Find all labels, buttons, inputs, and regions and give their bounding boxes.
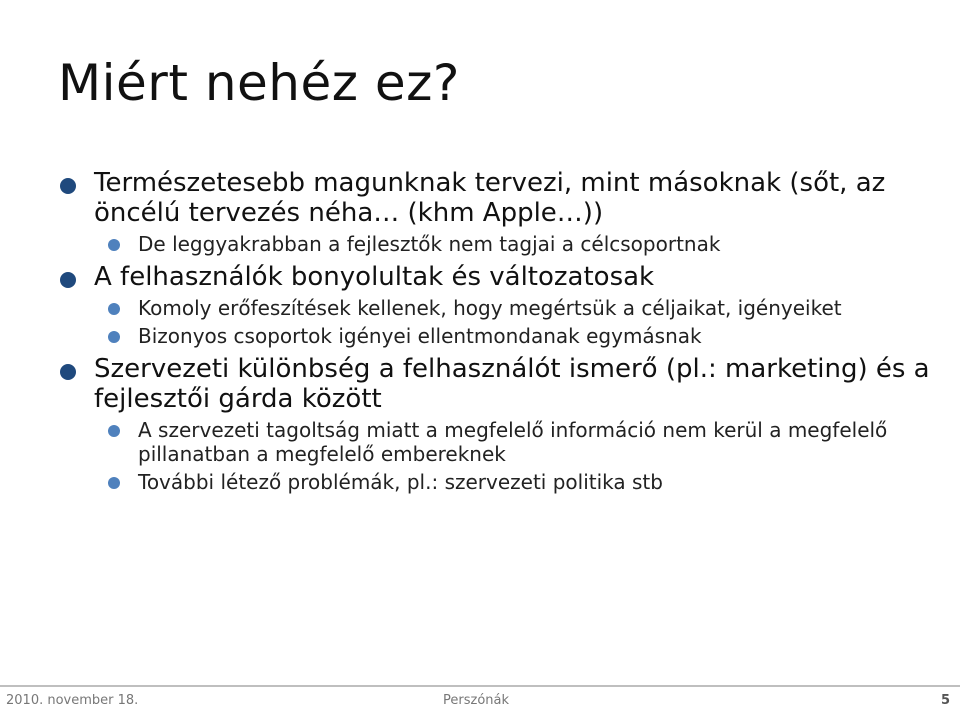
bullet-2-sub-1 — [60, 296, 940, 320]
bullet-2 — [60, 262, 940, 292]
sub-bullet-dot-icon — [108, 303, 120, 315]
slide-title: Miért nehéz ez? — [58, 54, 460, 112]
bullet-list — [60, 168, 940, 494]
bullet-dot-icon — [60, 178, 76, 194]
bullet-dot-icon — [60, 364, 76, 380]
bullet-3-text: Szervezeti különbség a felhasználót ismerő (pl.: marketing) és a fejlesztői gárda között — [94, 354, 930, 414]
footer-title: Perszónák — [443, 693, 510, 708]
bullet-1 — [60, 168, 940, 228]
sub-bullet-dot-icon — [108, 239, 120, 251]
footer-date: 2010. november 18. — [6, 693, 139, 708]
bullet-2-text: A felhasználók bonyolultak és változatosak — [94, 262, 655, 292]
bullet-1-sub-1 — [60, 232, 940, 256]
bullet-2-sub-1-text: Komoly erőfeszítések kellenek, hogy megértsük a céljaikat, igényeiket — [138, 296, 842, 320]
sub-bullet-dot-icon — [108, 331, 120, 343]
bullet-2-sub-2 — [60, 324, 940, 348]
bullet-2-sub-2-text: Bizonyos csoportok igényei ellentmondanak egymásnak — [138, 324, 702, 348]
bullet-3-sub-1 — [60, 418, 940, 466]
bullet-3 — [60, 354, 940, 414]
bullet-3-sub-1-text: A szervezeti tagoltság miatt a megfelelő információ nem kerül a megfelelő pillanatban a megfelelő embereknek — [138, 418, 888, 466]
sub-bullet-dot-icon — [108, 477, 120, 489]
bullet-3-sub-2-text: További létező problémák, pl.: szervezeti politika stb — [138, 470, 663, 494]
sub-bullet-dot-icon — [108, 425, 120, 437]
page-number: 5 — [940, 693, 950, 708]
bullet-1-sub-1-text: De leggyakrabban a fejlesztők nem tagjai a célcsoportnak — [138, 232, 721, 256]
slide-footer — [0, 685, 960, 722]
bullet-3-sub-2 — [60, 470, 940, 494]
bullet-1-text: Természetesebb magunknak tervezi, mint másoknak (sőt, az öncélú tervezés néha… (khm Apple…)) — [94, 168, 886, 228]
bullet-dot-icon — [60, 272, 76, 288]
